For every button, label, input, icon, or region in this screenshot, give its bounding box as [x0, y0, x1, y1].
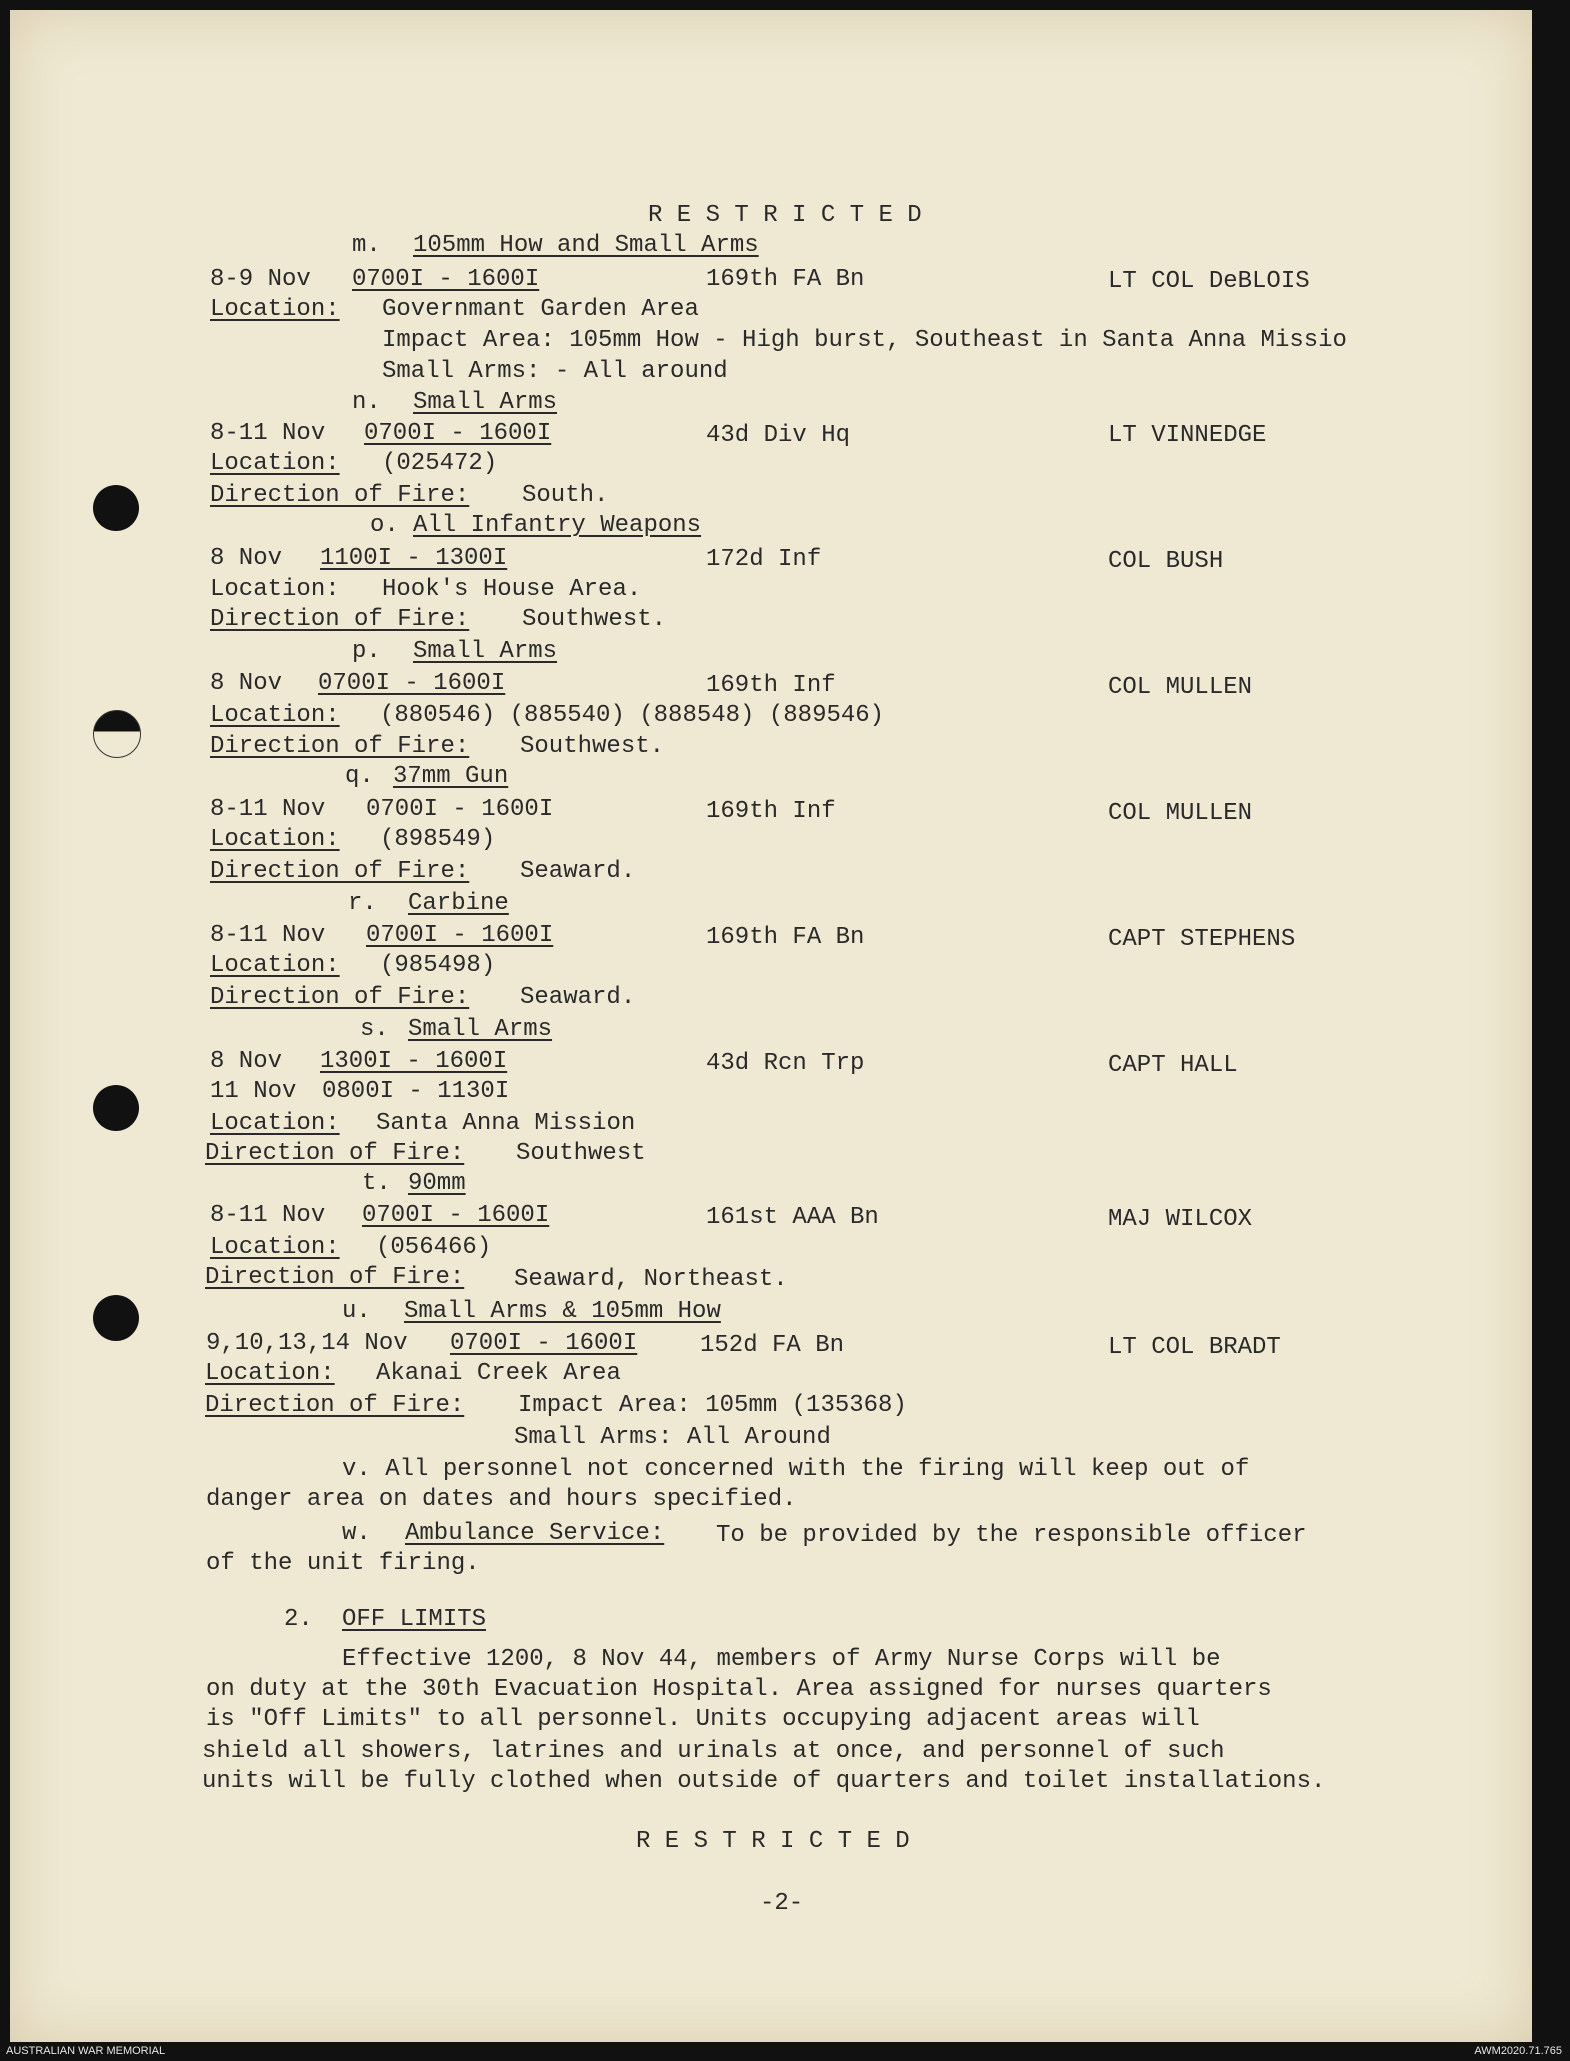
item-u-location-label: Location:: [205, 1360, 335, 1387]
item-m-title: 105mm How and Small Arms: [413, 232, 759, 259]
item-p-heading: p.: [352, 638, 381, 665]
item-t-location: (056466): [376, 1234, 492, 1261]
item-t-date: 8-11 Nov: [210, 1202, 326, 1229]
item-o-officer: COL BUSH: [1108, 548, 1224, 575]
item-r-direction-label: Direction of Fire:: [210, 984, 470, 1011]
item-r-title: Carbine: [408, 890, 509, 917]
item-n-location: (025472): [382, 450, 498, 477]
item-n-title: Small Arms: [413, 389, 558, 416]
restricted-footer: R E S T R I C T E D: [636, 1828, 910, 1855]
item-u-heading: u.: [342, 1298, 371, 1325]
item-u-date: 9,10,13,14 Nov: [206, 1330, 408, 1357]
item-p-direction: Southwest.: [520, 733, 665, 760]
item-v-line2: danger area on dates and hours specified.: [206, 1486, 797, 1513]
item-q-unit: 169th Inf: [706, 798, 836, 825]
section2-number: 2.: [284, 1606, 313, 1633]
item-t-officer: MAJ WILCOX: [1108, 1206, 1253, 1233]
item-o-location: Hook's House Area.: [382, 576, 642, 603]
punch-hole: [93, 1085, 139, 1131]
item-m-officer: LT COL DeBLOIS: [1108, 268, 1310, 295]
item-s-direction-label: Direction of Fire:: [205, 1140, 465, 1167]
section2-line: shield all showers, latrines and urinals at once, and personnel of such: [202, 1738, 1225, 1765]
item-n-date: 8-11 Nov: [210, 420, 326, 447]
item-m-heading: m.: [352, 232, 381, 259]
item-r-direction: Seaward.: [520, 984, 636, 1011]
item-u-direction-label: Direction of Fire:: [205, 1392, 465, 1419]
archive-label-left: AUSTRALIAN WAR MEMORIAL: [6, 2045, 166, 2057]
item-u-title: Small Arms & 105mm How: [404, 1298, 721, 1325]
item-p-location-label: Location:: [210, 702, 340, 729]
item-m-impact: Impact Area: 105mm How - High burst, Southeast in Santa Anna Missio: [382, 327, 1347, 354]
item-u-officer: LT COL BRADT: [1108, 1334, 1281, 1361]
item-s-direction: Southwest: [516, 1140, 646, 1167]
item-s-time: 1300I - 1600I: [320, 1048, 508, 1075]
item-o-heading: o.: [370, 512, 399, 539]
item-n-unit: 43d Div Hq: [706, 422, 851, 449]
item-m-time: 0700I - 1600I: [352, 266, 540, 293]
item-w-text: To be provided by the responsible officer: [716, 1522, 1307, 1549]
item-r-time: 0700I - 1600I: [366, 922, 554, 949]
item-t-heading: t.: [362, 1170, 391, 1197]
section2-line: units will be fully clothed when outside of quarters and toilet installations.: [202, 1768, 1326, 1795]
item-m-unit: 169th FA Bn: [706, 266, 865, 293]
item-s-location-label: Location:: [210, 1110, 340, 1137]
item-r-heading: r.: [348, 890, 377, 917]
item-t-unit: 161st AAA Bn: [706, 1204, 879, 1231]
item-s-time2: 0800I - 1130I: [322, 1078, 510, 1105]
item-p-officer: COL MULLEN: [1108, 674, 1253, 701]
item-q-date: 8-11 Nov: [210, 796, 326, 823]
item-p-title: Small Arms: [413, 638, 558, 665]
item-t-direction-label: Direction of Fire:: [205, 1264, 465, 1291]
item-n-heading: n.: [352, 389, 381, 416]
item-o-unit: 172d Inf: [706, 546, 822, 573]
item-p-unit: 169th Inf: [706, 672, 836, 699]
item-r-location: (985498): [380, 952, 496, 979]
item-q-time: 0700I - 1600I: [366, 796, 554, 823]
item-s-date2: 11 Nov: [210, 1078, 297, 1105]
item-s-heading: s.: [360, 1016, 389, 1043]
section2-line: on duty at the 30th Evacuation Hospital. Area assigned for nurses quarters: [206, 1676, 1272, 1703]
item-r-date: 8-11 Nov: [210, 922, 326, 949]
item-s-location: Santa Anna Mission: [376, 1110, 636, 1137]
item-q-officer: COL MULLEN: [1108, 800, 1253, 827]
item-q-direction: Seaward.: [520, 858, 636, 885]
item-s-title: Small Arms: [408, 1016, 553, 1043]
item-n-direction-label: Direction of Fire:: [210, 482, 470, 509]
item-n-officer: LT VINNEDGE: [1108, 422, 1267, 449]
section2-line: Effective 1200, 8 Nov 44, members of Army Nurse Corps will be: [342, 1646, 1221, 1673]
item-t-location-label: Location:: [210, 1234, 340, 1261]
item-r-unit: 169th FA Bn: [706, 924, 865, 951]
item-o-location-label: Location:: [210, 576, 340, 603]
item-m-small-arms: Small Arms: - All around: [382, 358, 728, 385]
item-q-title: 37mm Gun: [393, 763, 509, 790]
section2-title: OFF LIMITS: [342, 1606, 487, 1633]
item-t-title: 90mm: [408, 1170, 466, 1197]
section2-line: is "Off Limits" to all personnel. Units occupying adjacent areas will: [206, 1706, 1200, 1733]
item-q-location-label: Location:: [210, 826, 340, 853]
item-o-title: All Infantry Weapons: [413, 512, 702, 539]
item-t-time: 0700I - 1600I: [362, 1202, 550, 1229]
item-u-location: Akanai Creek Area: [376, 1360, 621, 1387]
item-u-direction: Impact Area: 105mm (135368): [518, 1392, 907, 1419]
item-q-location: (898549): [380, 826, 496, 853]
item-u-time: 0700I - 1600I: [450, 1330, 638, 1357]
item-p-time: 0700I - 1600I: [318, 670, 506, 697]
item-m-location: Governmant Garden Area: [382, 296, 699, 323]
item-p-location: (880546) (885540) (888548) (889546): [380, 702, 885, 729]
page-number: -2-: [760, 1890, 804, 1917]
item-w-heading: w.: [342, 1520, 371, 1547]
item-r-officer: CAPT STEPHENS: [1108, 926, 1296, 953]
item-w-label: Ambulance Service:: [405, 1520, 665, 1547]
item-o-direction-label: Direction of Fire:: [210, 606, 470, 633]
item-r-location-label: Location:: [210, 952, 340, 979]
item-s-date: 8 Nov: [210, 1048, 283, 1075]
punch-hole-torn: [93, 710, 141, 758]
item-o-direction: Southwest.: [522, 606, 667, 633]
item-s-unit: 43d Rcn Trp: [706, 1050, 865, 1077]
item-n-location-label: Location:: [210, 450, 340, 477]
restricted-header: R E S T R I C T E D: [648, 202, 922, 229]
item-p-direction-label: Direction of Fire:: [210, 733, 470, 760]
item-n-time: 0700I - 1600I: [364, 420, 552, 447]
item-t-direction: Seaward, Northeast.: [514, 1266, 788, 1293]
item-u-unit: 152d FA Bn: [700, 1332, 845, 1359]
item-v-line1: v. All personnel not concerned with the firing will keep out of: [342, 1456, 1250, 1483]
item-s-officer: CAPT HALL: [1108, 1052, 1238, 1079]
item-w-line2: of the unit firing.: [206, 1550, 480, 1577]
item-u-small-arms: Small Arms: All Around: [514, 1424, 831, 1451]
item-n-direction: South.: [522, 482, 609, 509]
item-m-date: 8-9 Nov: [210, 266, 311, 293]
item-q-direction-label: Direction of Fire:: [210, 858, 470, 885]
item-o-date: 8 Nov: [210, 545, 283, 572]
item-m-location-label: Location:: [210, 296, 340, 323]
punch-hole: [93, 1295, 139, 1341]
archive-label-right: AWM2020.71.765: [1474, 2045, 1562, 2057]
punch-hole: [93, 485, 139, 531]
item-p-date: 8 Nov: [210, 670, 283, 697]
item-q-heading: q.: [345, 763, 374, 790]
item-o-time: 1100I - 1300I: [320, 545, 508, 572]
